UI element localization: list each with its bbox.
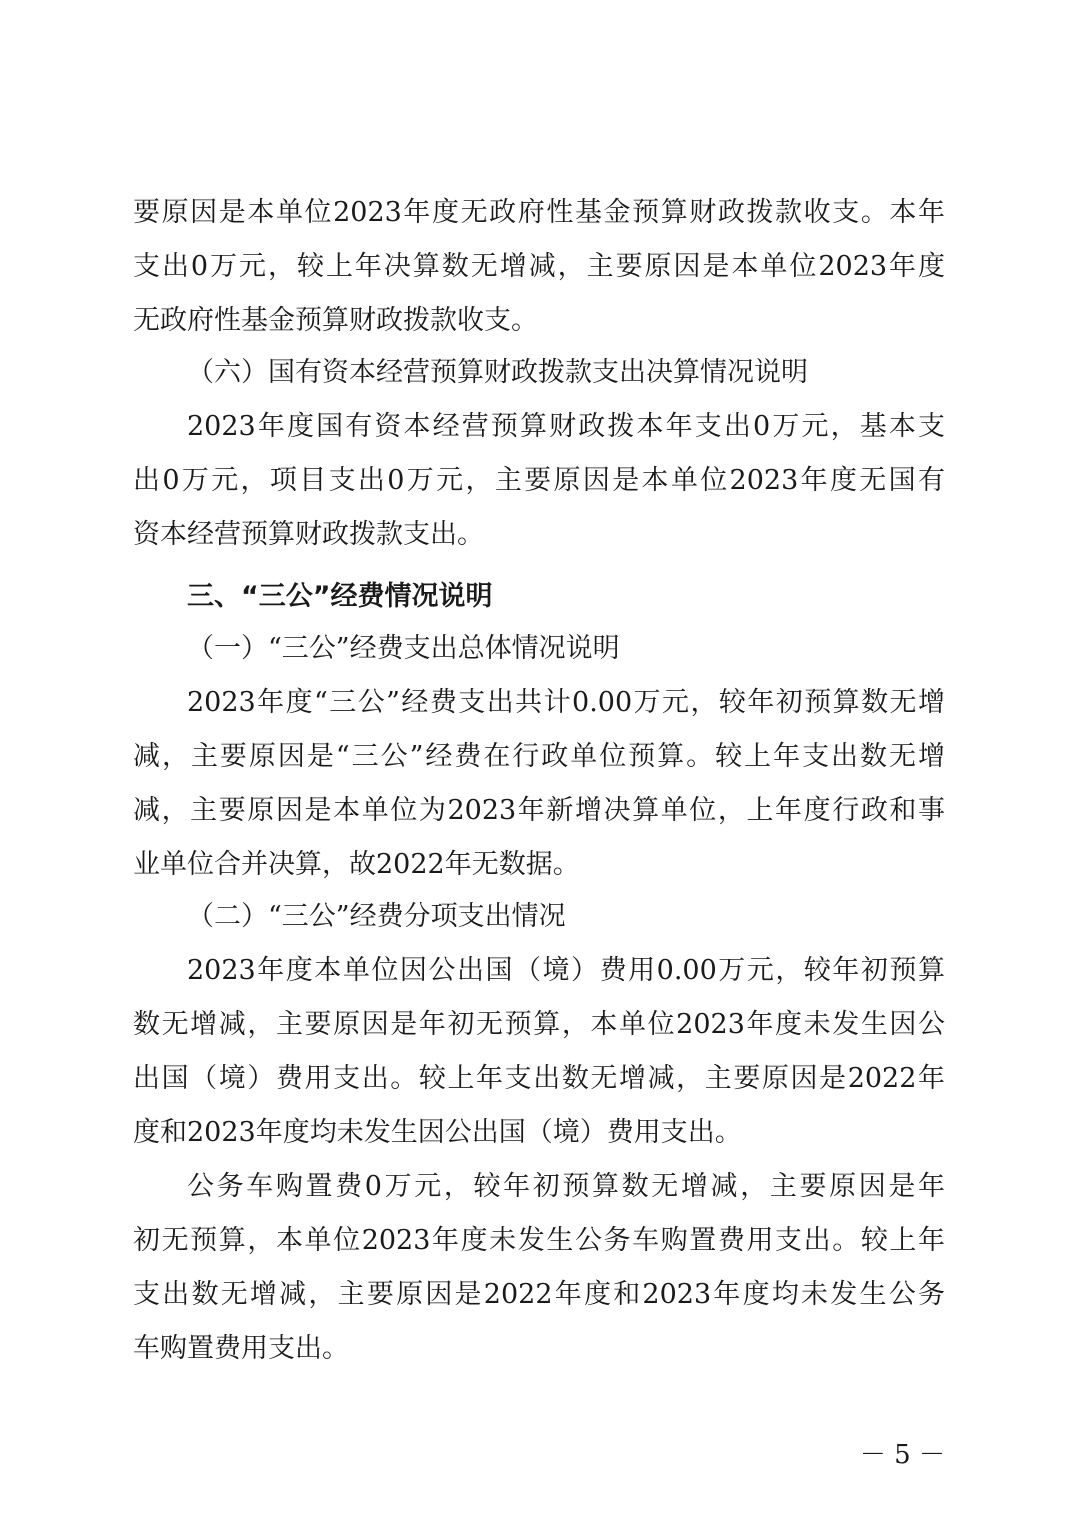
section-subheading: （一）“三公”经费支出总体情况说明 xyxy=(187,633,620,664)
section-subheading: （二）“三公”经费分项支出情况 xyxy=(187,901,566,932)
body-line: 车购置费用支出。 xyxy=(133,1333,349,1364)
body-line: 业单位合并决算，故2022年无数据。 xyxy=(133,849,580,880)
body-line: 2023年度国有资本经营预算财政拨本年支出0万元，基本支 xyxy=(187,411,945,442)
body-line: 要原因是本单位2023年度无政府性基金预算财政拨款收支。本年 xyxy=(133,197,945,228)
body-line: 减，主要原因是本单位为2023年新增决算单位，上年度行政和事 xyxy=(133,795,945,826)
page-number: － 5 － xyxy=(859,1440,945,1470)
body-line: 公务车购置费0万元，较年初预算数无增减，主要原因是年 xyxy=(187,1171,945,1202)
body-line: 初无预算，本单位2023年度未发生公务车购置费用支出。较上年 xyxy=(133,1225,945,1256)
body-line: 出0万元，项目支出0万元，主要原因是本单位2023年度无国有 xyxy=(133,465,945,496)
body-line: 数无增减，主要原因是年初无预算，本单位2023年度未发生因公 xyxy=(133,1009,945,1040)
body-line: 度和2023年度均未发生因公出国（境）费用支出。 xyxy=(133,1117,742,1148)
body-line: 减，主要原因是“三公”经费在行政单位预算。较上年支出数无增 xyxy=(133,741,945,772)
body-line: 2023年度本单位因公出国（境）费用0.00万元，较年初预算 xyxy=(187,955,945,986)
body-line: 出国（境）费用支出。较上年支出数无增减，主要原因是2022年 xyxy=(133,1063,945,1094)
body-line: 无政府性基金预算财政拨款收支。 xyxy=(133,305,538,336)
body-line: 资本经营预算财政拨款支出。 xyxy=(133,519,484,550)
section-heading: 三、“三公”经费情况说明 xyxy=(187,581,493,612)
body-line: 支出数无增减，主要原因是2022年度和2023年度均未发生公务 xyxy=(133,1279,945,1310)
body-line: 2023年度“三公”经费支出共计0.00万元，较年初预算数无增 xyxy=(187,687,945,718)
section-subheading: （六）国有资本经营预算财政拨款支出决算情况说明 xyxy=(187,357,808,388)
body-line: 支出0万元，较上年决算数无增减，主要原因是本单位2023年度 xyxy=(133,251,945,282)
